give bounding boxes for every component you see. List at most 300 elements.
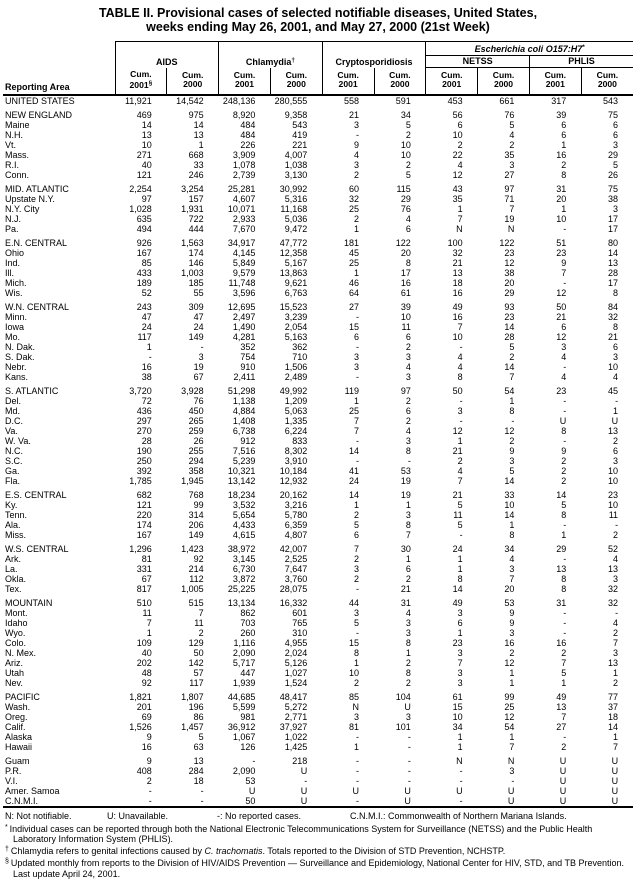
value-cell: 7 bbox=[581, 638, 633, 648]
value-cell: 42,007 bbox=[270, 544, 322, 554]
value-cell: 3 bbox=[426, 406, 478, 416]
value-cell: 1,821 bbox=[115, 692, 167, 702]
value-cell: 18 bbox=[426, 278, 478, 288]
value-cell: 8 bbox=[529, 426, 581, 436]
value-cell: 3 bbox=[374, 510, 426, 520]
area-cell: MOUNTAIN bbox=[3, 598, 115, 608]
area-cell: S.C. bbox=[3, 456, 115, 466]
value-cell: 52 bbox=[581, 544, 633, 554]
area-cell: Okla. bbox=[3, 574, 115, 584]
value-cell: 5 bbox=[478, 342, 530, 352]
value-cell: - bbox=[374, 732, 426, 742]
value-cell: 5,599 bbox=[219, 702, 271, 712]
value-cell: 3,216 bbox=[270, 500, 322, 510]
table-title-line2: weeks ending May 26, 2001, and May 27, 2000 (21st Week) bbox=[3, 21, 633, 35]
table-row bbox=[3, 406, 633, 416]
value-cell: 2 bbox=[529, 456, 581, 466]
table-row bbox=[3, 712, 633, 722]
value-cell: 77 bbox=[581, 692, 633, 702]
value-cell: 2 bbox=[478, 648, 530, 658]
value-cell: 181 bbox=[322, 238, 374, 248]
value-cell: 4 bbox=[529, 352, 581, 362]
value-cell: 23 bbox=[478, 312, 530, 322]
value-cell: 15 bbox=[322, 638, 374, 648]
value-cell: - bbox=[270, 776, 322, 786]
value-cell: 14 bbox=[478, 322, 530, 332]
value-cell: 13 bbox=[581, 426, 633, 436]
area-cell: Del. bbox=[3, 396, 115, 406]
value-cell: - bbox=[529, 396, 581, 406]
value-cell: - bbox=[529, 406, 581, 416]
value-cell: - bbox=[426, 776, 478, 786]
legend-no-reported-cases: -: No reported cases. bbox=[217, 811, 350, 822]
value-cell: 12,358 bbox=[270, 248, 322, 258]
value-cell: 635 bbox=[115, 214, 167, 224]
value-cell: 5,849 bbox=[219, 258, 271, 268]
area-cell: Vt. bbox=[3, 140, 115, 150]
value-cell: 2 bbox=[374, 130, 426, 140]
value-cell: 3 bbox=[581, 648, 633, 658]
value-cell: U bbox=[581, 416, 633, 426]
value-cell: 494 bbox=[115, 224, 167, 234]
value-cell: 15,523 bbox=[270, 302, 322, 312]
value-cell: - bbox=[529, 436, 581, 446]
table-row bbox=[3, 732, 633, 742]
area-cell: Ala. bbox=[3, 520, 115, 530]
value-cell: 2 bbox=[426, 456, 478, 466]
area-cell: Wis. bbox=[3, 288, 115, 298]
value-cell: 2,771 bbox=[270, 712, 322, 722]
area-cell: W.N. CENTRAL bbox=[3, 302, 115, 312]
value-cell: 7 bbox=[426, 214, 478, 224]
value-cell: 75 bbox=[581, 110, 633, 120]
value-cell: 3,145 bbox=[219, 554, 271, 564]
value-cell: 765 bbox=[270, 618, 322, 628]
table-row bbox=[3, 288, 633, 298]
area-cell: S. ATLANTIC bbox=[3, 386, 115, 396]
value-cell: 9 bbox=[478, 608, 530, 618]
value-cell: 189 bbox=[115, 278, 167, 288]
value-cell: 10 bbox=[581, 362, 633, 372]
value-cell: 2 bbox=[581, 436, 633, 446]
value-cell: - bbox=[115, 786, 167, 796]
value-cell: 149 bbox=[167, 530, 219, 540]
value-cell: 214 bbox=[167, 564, 219, 574]
value-cell: 51 bbox=[529, 238, 581, 248]
value-cell: 21 bbox=[426, 490, 478, 500]
value-cell: 1 bbox=[426, 564, 478, 574]
value-cell: 4,807 bbox=[270, 530, 322, 540]
area-cell: Iowa bbox=[3, 322, 115, 332]
value-cell: 469 bbox=[115, 110, 167, 120]
value-cell: 3 bbox=[374, 628, 426, 638]
value-cell: 126 bbox=[219, 742, 271, 752]
value-cell: - bbox=[581, 608, 633, 618]
table-row bbox=[3, 628, 633, 638]
value-cell: - bbox=[529, 608, 581, 618]
value-cell: 104 bbox=[374, 692, 426, 702]
value-cell: 4 bbox=[581, 618, 633, 628]
value-cell: 2 bbox=[322, 170, 374, 180]
reporting-area-header: Reporting Area bbox=[3, 42, 115, 95]
area-cell: PACIFIC bbox=[3, 692, 115, 702]
value-cell: 1 bbox=[115, 628, 167, 638]
col-header-netss-2000: Cum. 2000 bbox=[478, 68, 530, 95]
notifiable-diseases-table bbox=[3, 41, 633, 808]
value-cell: 61 bbox=[374, 288, 426, 298]
value-cell: 5,239 bbox=[219, 456, 271, 466]
value-cell: 1 bbox=[529, 204, 581, 214]
value-cell: 41 bbox=[322, 466, 374, 476]
value-cell: 243 bbox=[115, 302, 167, 312]
value-cell: 24 bbox=[322, 476, 374, 486]
value-cell: 4,955 bbox=[270, 638, 322, 648]
value-cell: 9 bbox=[322, 140, 374, 150]
value-cell: 7 bbox=[426, 322, 478, 332]
value-cell: 2 bbox=[581, 678, 633, 688]
value-cell: 2 bbox=[426, 140, 478, 150]
value-cell: 16 bbox=[529, 638, 581, 648]
value-cell: 3 bbox=[374, 372, 426, 382]
value-cell: 14 bbox=[167, 120, 219, 130]
value-cell: 4 bbox=[374, 214, 426, 224]
table-row bbox=[3, 130, 633, 140]
area-cell: Maine bbox=[3, 120, 115, 130]
value-cell: 21 bbox=[374, 584, 426, 594]
value-cell: 27 bbox=[529, 722, 581, 732]
table-row bbox=[3, 510, 633, 520]
area-cell: UNITED STATES bbox=[3, 95, 115, 106]
value-cell: 408 bbox=[115, 766, 167, 776]
value-cell: 8 bbox=[529, 574, 581, 584]
value-cell: 38 bbox=[115, 372, 167, 382]
value-cell: 1 bbox=[426, 554, 478, 564]
value-cell: U bbox=[581, 766, 633, 776]
value-cell: 5,036 bbox=[270, 214, 322, 224]
aids-column-group: AIDS bbox=[115, 42, 219, 68]
value-cell: 60 bbox=[322, 184, 374, 194]
area-cell: Fla. bbox=[3, 476, 115, 486]
value-cell: 7 bbox=[529, 268, 581, 278]
area-cell: E.N. CENTRAL bbox=[3, 238, 115, 248]
value-cell: 484 bbox=[219, 120, 271, 130]
value-cell: 314 bbox=[167, 510, 219, 520]
value-cell: 722 bbox=[167, 214, 219, 224]
value-cell: 8 bbox=[581, 322, 633, 332]
value-cell: 703 bbox=[219, 618, 271, 628]
value-cell: 3,239 bbox=[270, 312, 322, 322]
value-cell: 6 bbox=[374, 224, 426, 234]
value-cell: 23 bbox=[426, 638, 478, 648]
value-cell: 46 bbox=[322, 278, 374, 288]
value-cell: 9,621 bbox=[270, 278, 322, 288]
value-cell: U bbox=[581, 786, 633, 796]
value-cell: 1 bbox=[322, 396, 374, 406]
value-cell: U bbox=[478, 796, 530, 807]
area-cell: Md. bbox=[3, 406, 115, 416]
value-cell: 23 bbox=[529, 386, 581, 396]
value-cell: 352 bbox=[219, 342, 271, 352]
value-cell: 2,739 bbox=[219, 170, 271, 180]
value-cell: 142 bbox=[167, 658, 219, 668]
value-cell: 2 bbox=[478, 436, 530, 446]
table-row bbox=[3, 436, 633, 446]
value-cell: 3,872 bbox=[219, 574, 271, 584]
value-cell: 202 bbox=[115, 658, 167, 668]
table-row bbox=[3, 500, 633, 510]
value-cell: 8 bbox=[529, 170, 581, 180]
value-cell: 2 bbox=[529, 742, 581, 752]
value-cell: 1 bbox=[167, 140, 219, 150]
value-cell: - bbox=[322, 628, 374, 638]
value-cell: 1 bbox=[581, 668, 633, 678]
value-cell: 8 bbox=[374, 258, 426, 268]
value-cell: 2 bbox=[374, 396, 426, 406]
value-cell: 19 bbox=[167, 362, 219, 372]
table-row bbox=[3, 214, 633, 224]
value-cell: 5,167 bbox=[270, 258, 322, 268]
value-cell: 1 bbox=[322, 742, 374, 752]
table-row bbox=[3, 362, 633, 372]
value-cell: - bbox=[115, 352, 167, 362]
value-cell: - bbox=[322, 456, 374, 466]
value-cell: U bbox=[374, 786, 426, 796]
value-cell: 3 bbox=[426, 608, 478, 618]
table-row bbox=[3, 766, 633, 776]
value-cell: 80 bbox=[581, 238, 633, 248]
value-cell: 13 bbox=[581, 658, 633, 668]
value-cell: 25,281 bbox=[219, 184, 271, 194]
value-cell: 2 bbox=[374, 160, 426, 170]
value-cell: 10,321 bbox=[219, 466, 271, 476]
value-cell: 9 bbox=[115, 732, 167, 742]
table-row bbox=[3, 352, 633, 362]
footnote-text: . Totals reported to the Division of STD Prevention, NCHSTP. bbox=[262, 846, 505, 856]
value-cell: 510 bbox=[115, 598, 167, 608]
value-cell: 21 bbox=[581, 332, 633, 342]
value-cell: 51,298 bbox=[219, 386, 271, 396]
value-cell: U bbox=[270, 766, 322, 776]
value-cell: 5 bbox=[478, 466, 530, 476]
value-cell: 7 bbox=[426, 658, 478, 668]
value-cell: 10 bbox=[322, 668, 374, 678]
value-cell: 1,335 bbox=[270, 416, 322, 426]
area-cell: Mass. bbox=[3, 150, 115, 160]
value-cell: 21 bbox=[426, 258, 478, 268]
value-cell: U bbox=[529, 766, 581, 776]
value-cell: 2,024 bbox=[270, 648, 322, 658]
value-cell: 8 bbox=[529, 510, 581, 520]
value-cell: 3 bbox=[478, 160, 530, 170]
value-cell: 4 bbox=[529, 372, 581, 382]
value-cell: 4 bbox=[426, 362, 478, 372]
area-cell: Wash. bbox=[3, 702, 115, 712]
table-row bbox=[3, 648, 633, 658]
value-cell: 76 bbox=[374, 204, 426, 214]
value-cell: 76 bbox=[167, 396, 219, 406]
area-cell: Pa. bbox=[3, 224, 115, 234]
value-cell: 975 bbox=[167, 110, 219, 120]
value-cell: - bbox=[374, 456, 426, 466]
value-cell: 13 bbox=[115, 130, 167, 140]
value-cell: 447 bbox=[219, 668, 271, 678]
value-cell: 6 bbox=[322, 530, 374, 540]
value-cell: 5,316 bbox=[270, 194, 322, 204]
value-cell: 19 bbox=[374, 490, 426, 500]
value-cell: 10,184 bbox=[270, 466, 322, 476]
value-cell: 8 bbox=[529, 584, 581, 594]
value-cell: 297 bbox=[115, 416, 167, 426]
area-cell: W. Va. bbox=[3, 436, 115, 446]
value-cell: 4 bbox=[426, 160, 478, 170]
value-cell: 1,457 bbox=[167, 722, 219, 732]
value-cell: 174 bbox=[167, 248, 219, 258]
value-cell: 35 bbox=[478, 150, 530, 160]
value-cell: 6 bbox=[426, 120, 478, 130]
area-cell: MID. ATLANTIC bbox=[3, 184, 115, 194]
value-cell: 3 bbox=[581, 574, 633, 584]
value-cell: 2,489 bbox=[270, 372, 322, 382]
value-cell: 265 bbox=[167, 416, 219, 426]
value-cell: 2 bbox=[374, 574, 426, 584]
footnote bbox=[5, 857, 631, 879]
value-cell: 768 bbox=[167, 490, 219, 500]
value-cell: - bbox=[581, 396, 633, 406]
value-cell: 601 bbox=[270, 608, 322, 618]
value-cell: 17 bbox=[581, 214, 633, 224]
value-cell: 24 bbox=[167, 322, 219, 332]
value-cell: 1 bbox=[322, 224, 374, 234]
area-cell: N. Dak. bbox=[3, 342, 115, 352]
value-cell: 218 bbox=[270, 756, 322, 766]
value-cell: 31 bbox=[529, 184, 581, 194]
value-cell: 49 bbox=[426, 302, 478, 312]
table-row bbox=[3, 170, 633, 180]
table-row bbox=[3, 564, 633, 574]
value-cell: 3,910 bbox=[270, 456, 322, 466]
value-cell: 7 bbox=[167, 608, 219, 618]
value-cell: 9 bbox=[115, 756, 167, 766]
value-cell: 16 bbox=[115, 362, 167, 372]
value-cell: 13,142 bbox=[219, 476, 271, 486]
value-cell: 1,022 bbox=[270, 732, 322, 742]
value-cell: 92 bbox=[115, 678, 167, 688]
value-cell: 2 bbox=[529, 648, 581, 658]
table-row bbox=[3, 598, 633, 608]
footnote-marker: * bbox=[5, 824, 10, 831]
value-cell: 201 bbox=[115, 702, 167, 712]
table-row bbox=[3, 95, 633, 106]
value-cell: N bbox=[426, 224, 478, 234]
value-cell: 1,067 bbox=[219, 732, 271, 742]
value-cell: 1 bbox=[426, 436, 478, 446]
value-cell: 1,939 bbox=[219, 678, 271, 688]
value-cell: 13 bbox=[581, 258, 633, 268]
value-cell: 8 bbox=[478, 406, 530, 416]
value-cell: 174 bbox=[115, 520, 167, 530]
area-cell: La. bbox=[3, 564, 115, 574]
value-cell: 30 bbox=[374, 544, 426, 554]
value-cell: 1 bbox=[426, 628, 478, 638]
value-cell: 3,254 bbox=[167, 184, 219, 194]
value-cell: 69 bbox=[115, 712, 167, 722]
value-cell: 255 bbox=[167, 446, 219, 456]
value-cell: N bbox=[426, 756, 478, 766]
area-cell: Tenn. bbox=[3, 510, 115, 520]
value-cell: 11,748 bbox=[219, 278, 271, 288]
value-cell: 29 bbox=[581, 150, 633, 160]
value-cell: 1 bbox=[115, 342, 167, 352]
col-header-netss-2001: Cum. 2001 bbox=[426, 68, 478, 95]
value-cell: U bbox=[529, 796, 581, 807]
table-row bbox=[3, 268, 633, 278]
value-cell: 1 bbox=[581, 406, 633, 416]
value-cell: - bbox=[322, 130, 374, 140]
value-cell: 2 bbox=[529, 476, 581, 486]
value-cell: 14 bbox=[529, 490, 581, 500]
value-cell: 18 bbox=[581, 712, 633, 722]
value-cell: U bbox=[322, 786, 374, 796]
value-cell: 4,884 bbox=[219, 406, 271, 416]
value-cell: 17 bbox=[581, 224, 633, 234]
area-cell: W.S. CENTRAL bbox=[3, 544, 115, 554]
value-cell: 1 bbox=[478, 732, 530, 742]
table-row bbox=[3, 312, 633, 322]
value-cell: 117 bbox=[115, 332, 167, 342]
value-cell: 34 bbox=[478, 544, 530, 554]
value-cell: 8 bbox=[426, 574, 478, 584]
value-cell: 4 bbox=[322, 150, 374, 160]
table-row bbox=[3, 110, 633, 120]
value-cell: 32 bbox=[426, 248, 478, 258]
value-cell: 981 bbox=[219, 712, 271, 722]
value-cell: - bbox=[374, 766, 426, 776]
value-cell: 121 bbox=[115, 170, 167, 180]
value-cell: 8 bbox=[374, 638, 426, 648]
value-cell: 56 bbox=[426, 110, 478, 120]
value-cell: 53 bbox=[219, 776, 271, 786]
value-cell: U bbox=[270, 786, 322, 796]
value-cell: 7 bbox=[581, 742, 633, 752]
value-cell: 84 bbox=[581, 302, 633, 312]
value-cell: - bbox=[374, 742, 426, 752]
value-cell: 43 bbox=[426, 184, 478, 194]
value-cell: 49,992 bbox=[270, 386, 322, 396]
value-cell: 16 bbox=[529, 150, 581, 160]
value-cell: - bbox=[478, 416, 530, 426]
value-cell: 4,145 bbox=[219, 248, 271, 258]
value-cell: 50 bbox=[529, 302, 581, 312]
value-cell: 1 bbox=[426, 204, 478, 214]
value-cell: 7,647 bbox=[270, 564, 322, 574]
value-cell: 40 bbox=[115, 648, 167, 658]
value-cell: 1 bbox=[478, 396, 530, 406]
value-cell: 32 bbox=[581, 598, 633, 608]
table-row bbox=[3, 446, 633, 456]
value-cell: 39 bbox=[374, 302, 426, 312]
value-cell: 6 bbox=[322, 332, 374, 342]
value-cell: 7 bbox=[478, 204, 530, 214]
value-cell: 122 bbox=[374, 238, 426, 248]
value-cell: 2 bbox=[529, 160, 581, 170]
value-cell: 221 bbox=[270, 140, 322, 150]
value-cell: 515 bbox=[167, 598, 219, 608]
table-row bbox=[3, 692, 633, 702]
table-row bbox=[3, 120, 633, 130]
value-cell: 5 bbox=[374, 170, 426, 180]
value-cell: 6 bbox=[374, 406, 426, 416]
value-cell: 7 bbox=[529, 712, 581, 722]
